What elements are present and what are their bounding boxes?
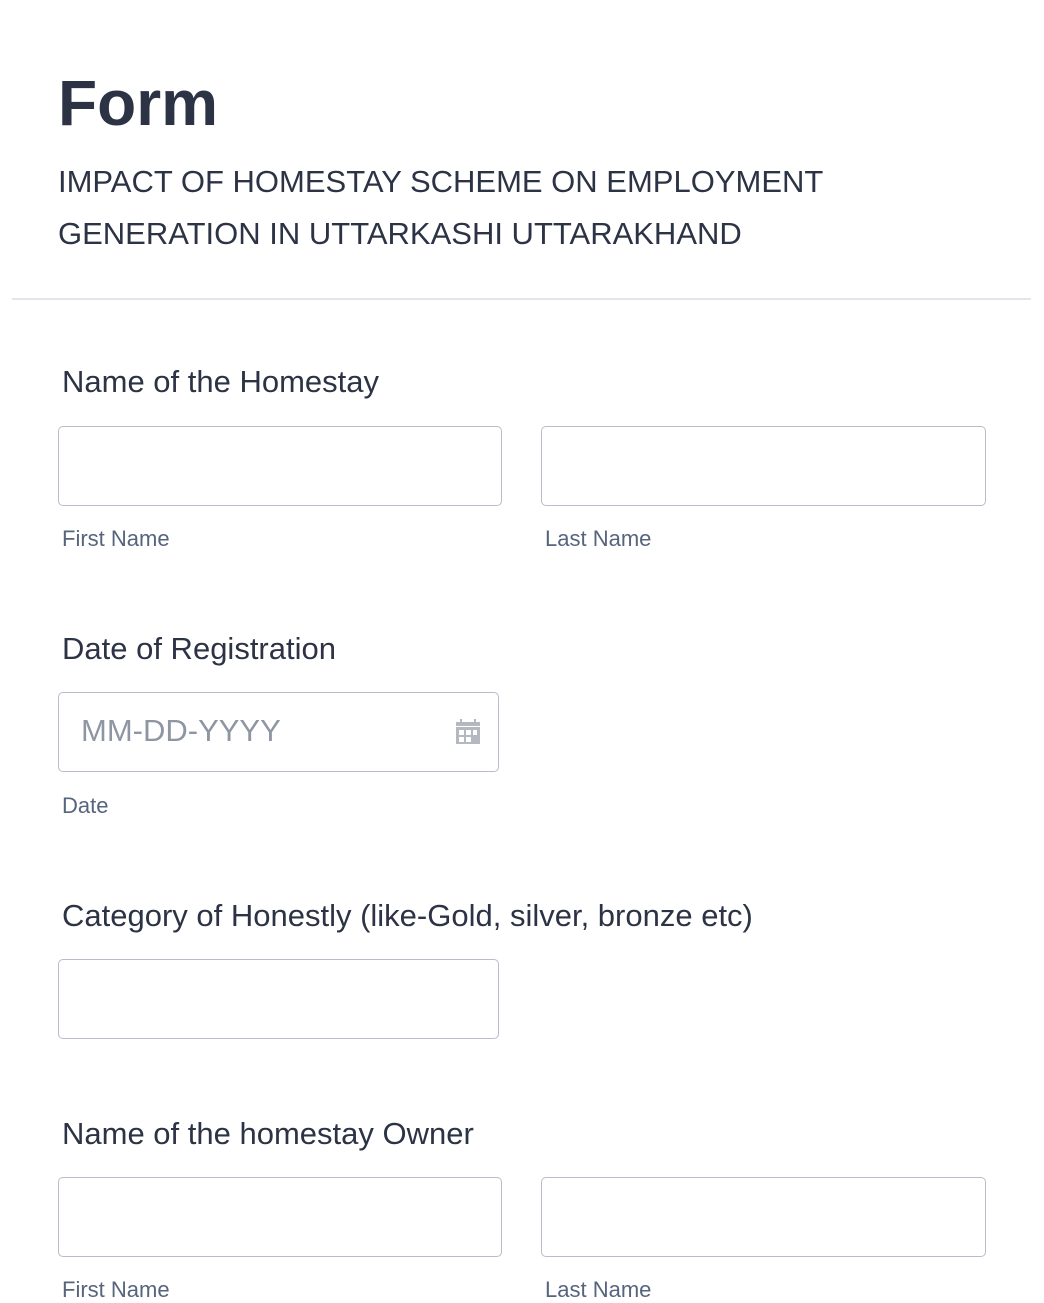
category-label: Category of Honestly (like-Gold, silver, bronze etc) [62,898,753,933]
owner-name-label: Name of the homestay Owner [62,1116,474,1151]
homestay-name-label: Name of the Homestay [62,364,380,399]
date-placeholder: MM-DD-YYYY [81,713,281,748]
owner-first-name-input[interactable] [58,1177,502,1257]
header-divider [12,298,1031,300]
owner-last-name-input[interactable] [541,1177,986,1257]
owner-last-name-sublabel: Last Name [545,1277,652,1302]
category-input[interactable] [58,959,499,1039]
page-title: Form [58,67,218,139]
registration-date-label: Date of Registration [62,631,336,666]
owner-first-name-sublabel: First Name [62,1277,170,1302]
form-subtitle: IMPACT OF HOMESTAY SCHEME ON EMPLOYMENT GENERATION IN UTTARKASHI UTTARAKHAND [58,164,823,251]
registration-date-input[interactable] [58,692,499,772]
first-name-sublabel: First Name [62,526,170,551]
homestay-last-name-input[interactable] [541,426,986,506]
calendar-icon[interactable] [455,719,481,745]
date-sublabel: Date [62,793,109,818]
homestay-first-name-input[interactable] [58,426,502,506]
last-name-sublabel: Last Name [545,526,652,551]
